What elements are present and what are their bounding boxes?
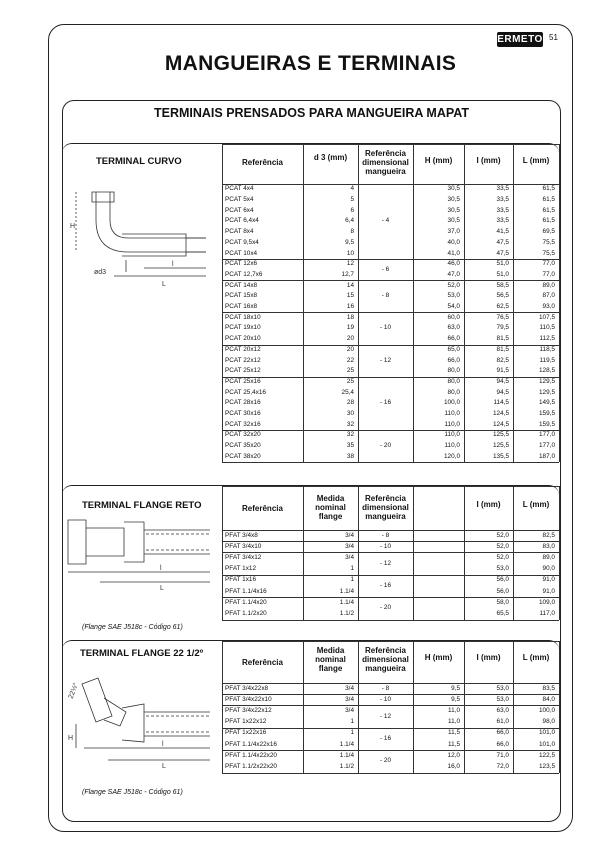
table-cell: 90,0: [542, 565, 555, 573]
table-cell: 16: [346, 303, 354, 311]
column-header-med: Medida nominal flange: [315, 494, 346, 521]
table-cell: 3/4: [345, 695, 354, 703]
table-cell: 1.1/4: [339, 751, 354, 759]
table-row-ref: PFAT 1x12: [225, 565, 257, 573]
table-cell: 94,5: [496, 377, 509, 385]
table-cell: 91,0: [542, 587, 555, 595]
column-header-I: I (mm): [476, 156, 501, 165]
table-cell: 3/4: [345, 542, 354, 550]
table-cell: 61,5: [542, 206, 555, 214]
table-border-top: [222, 486, 559, 487]
group-hose-ref: - 20: [379, 442, 391, 450]
table-cell: 187,0: [539, 452, 555, 460]
group-hose-ref: - 16: [379, 399, 391, 407]
table-cell: 3/4: [345, 531, 354, 539]
label-L: L: [162, 281, 166, 288]
column-header-dim: Referência dimensional mangueira: [362, 646, 409, 673]
table-cell: 28: [346, 399, 354, 407]
table-cell: 63,0: [447, 324, 460, 332]
table-row-ref: PFAT 3/4x22x12: [225, 707, 272, 714]
table-cell: 12,7: [341, 270, 354, 278]
table-cell: 32: [346, 420, 354, 428]
table-row-ref: PFAT 1.1/4x20: [225, 598, 267, 606]
table-cell: 177,0: [539, 431, 555, 439]
table-row-ref: PCAT 8x4: [225, 228, 254, 236]
table-row-ref: PCAT 6x4: [225, 206, 254, 214]
table-cell: 33,5: [496, 185, 509, 193]
table-cell: 25,4: [341, 388, 354, 396]
table-cell: 79,5: [496, 324, 509, 332]
table-column-rule: [559, 144, 560, 462]
section-title-flange-reto: TERMINAL FLANGE RETO: [82, 500, 202, 511]
table-cell: 37,0: [447, 228, 460, 236]
table-row-ref: PCAT 32x16: [225, 420, 261, 428]
table-row-ref: PCAT 25,4x16: [225, 388, 266, 396]
table-cell: 101,0: [539, 729, 555, 737]
table-row-ref: PCAT 18x10: [225, 313, 261, 321]
flange-reto-drawing: [64, 512, 220, 592]
column-header-ref: Referência: [242, 658, 283, 667]
label-l-22: l: [162, 741, 164, 748]
table-cell: 52,0: [496, 554, 509, 561]
table-cell: 10: [346, 249, 354, 257]
table-column-rule: [222, 144, 223, 462]
table-cell: 81,5: [496, 335, 509, 343]
table-cell: 71,0: [496, 751, 509, 759]
table-cell: 61,5: [542, 196, 555, 204]
table-cell: 53,0: [496, 695, 509, 703]
table-cell: 100,0: [444, 399, 460, 407]
table-cell: 69,5: [542, 228, 555, 236]
table-cell: 100,0: [539, 707, 555, 714]
column-header-L: L (mm): [522, 156, 550, 165]
table-cell: 110,0: [444, 431, 460, 439]
group-hose-ref: - 12: [379, 712, 391, 720]
table-row-ref: PCAT 14x8: [225, 281, 258, 289]
table-row-ref: PCAT 32x20: [225, 431, 261, 439]
table-row-ref: PFAT 3/4x8: [225, 531, 258, 539]
table-row-ref: PCAT 22x12: [225, 356, 261, 364]
table-row-ref: PCAT 19x10: [225, 324, 261, 332]
table-row-ref: PCAT 30x16: [225, 410, 261, 418]
section-title-curvo: TERMINAL CURVO: [96, 156, 182, 167]
table-cell: 5: [350, 196, 354, 204]
table-cell: 54,0: [447, 303, 460, 311]
table-cell: 41,0: [447, 249, 460, 257]
table-cell: 119,5: [539, 356, 555, 364]
table-cell: 159,5: [539, 420, 555, 428]
table-cell: 56,5: [496, 292, 509, 300]
column-header-H: H (mm): [424, 653, 453, 662]
table-cell: 80,0: [447, 377, 460, 385]
table-cell: 30,5: [447, 196, 460, 204]
label-L-22: L: [162, 763, 166, 770]
table-cell: 56,0: [496, 576, 509, 584]
table-cell: 62,5: [496, 303, 509, 311]
table-column-rule: [358, 144, 359, 462]
table-cell: 1.1/4: [339, 587, 354, 595]
table-cell: 9,5: [451, 684, 460, 692]
table-cell: 66,0: [496, 740, 509, 748]
table-cell: 9,5: [345, 238, 354, 246]
table-cell: 84,0: [542, 695, 555, 703]
table-cell: 30,5: [447, 206, 460, 214]
table-row-ref: PFAT 1.1/2x22x20: [225, 763, 277, 770]
flange-22-drawing: [64, 664, 220, 774]
table-row-ref: PFAT 3/4x22x8: [225, 684, 269, 692]
table-cell: 135,5: [493, 452, 509, 460]
table-row-ref: PFAT 3/4x10: [225, 542, 262, 550]
label-L-flange: L: [160, 585, 164, 592]
table-cell: 93,0: [542, 303, 555, 311]
group-hose-ref: - 6: [381, 265, 390, 273]
table-cell: 1: [350, 565, 354, 573]
table-cell: 11,5: [448, 729, 460, 737]
table-row-ref: PFAT 3/4x12: [225, 554, 262, 561]
table-cell: 58,0: [496, 598, 509, 606]
table-cell: 61,0: [496, 718, 509, 726]
table-cell: 91,0: [542, 576, 555, 584]
column-header-I: I (mm): [476, 653, 501, 662]
table-cell: 58,5: [496, 281, 509, 289]
table-cell: 124,5: [493, 420, 509, 428]
table-cell: 77,0: [542, 260, 555, 268]
table-cell: 1: [350, 729, 354, 737]
table-cell: 112,5: [539, 335, 555, 343]
table-cell: 56,0: [496, 587, 509, 595]
note-flange-reto: (Flange SAE J518c - Código 61): [82, 624, 183, 631]
table-row-ref: PFAT 1x22x16: [225, 729, 267, 737]
column-header-dim: Referência dimensional mangueira: [362, 494, 409, 521]
table-row-ref: PFAT 3/4x22x10: [225, 695, 272, 703]
table-border-bottom: [222, 462, 559, 463]
table-cell: 40,0: [447, 238, 460, 246]
table-cell: 30,5: [447, 185, 460, 193]
table-cell: 25: [346, 377, 354, 385]
table-row-ref: PCAT 28x16: [225, 399, 261, 407]
table-cell: 107,5: [539, 313, 555, 321]
table-row-ref: PFAT 1x16: [225, 576, 257, 584]
section-title-flange-22: TERMINAL FLANGE 22 1/2º: [80, 648, 204, 659]
table-row-ref: PFAT 1.1/4x22x20: [225, 751, 277, 759]
table-row-ref: PCAT 10x4: [225, 249, 258, 257]
table-cell: 177,0: [539, 442, 555, 450]
table-cell: 11,0: [448, 718, 460, 726]
table-cell: 125,5: [493, 431, 509, 439]
column-header-L: L (mm): [522, 500, 550, 509]
table-cell: 122,5: [539, 751, 555, 759]
table-row-ref: PFAT 1.1/2x20: [225, 610, 267, 617]
column-header-med: Medida nominal flange: [315, 646, 346, 673]
table-cell: 9,5: [451, 695, 460, 703]
table-column-rule: [559, 486, 560, 620]
table-row-ref: PCAT 6,4x4: [225, 217, 259, 225]
table-border-bottom: [222, 773, 559, 774]
table-cell: 3/4: [345, 684, 354, 692]
table-cell: 82,5: [496, 356, 509, 364]
table-cell: 52,0: [496, 542, 509, 550]
page-subtitle: TERMINAIS PRENSADOS PARA MANGUEIRA MAPAT: [153, 106, 470, 120]
table-cell: 118,5: [539, 345, 555, 353]
column-header-I: I (mm): [476, 500, 501, 509]
table-cell: 38: [346, 452, 354, 460]
table-cell: 110,5: [539, 324, 555, 332]
table-row-ref: PCAT 9,5x4: [225, 238, 259, 246]
table-cell: 120,0: [444, 452, 460, 460]
group-hose-ref: - 16: [379, 582, 391, 589]
group-hose-ref: - 16: [379, 735, 391, 742]
page-title: MANGUEIRAS E TERMINAIS: [164, 52, 457, 75]
table-row-ref: PFAT 1.1/4x22x16: [225, 740, 277, 748]
table-border-top: [222, 144, 559, 145]
table-cell: 30,5: [447, 217, 460, 225]
table-cell: 66,0: [447, 356, 460, 364]
table-cell: 47,5: [496, 249, 509, 257]
column-header-L: L (mm): [522, 653, 550, 662]
table-cell: 89,0: [542, 281, 555, 289]
table-row-ref: PCAT 25x12: [225, 367, 261, 375]
table-row-ref: PFAT 1x22x12: [225, 718, 267, 726]
table-row-ref: PCAT 4x4: [225, 185, 254, 193]
table-cell: 66,0: [496, 729, 509, 737]
page-number: 51: [549, 33, 558, 42]
table-cell: 20: [346, 345, 354, 353]
label-angle: 22½°: [67, 681, 80, 700]
table-row-ref: PCAT 38x20: [225, 452, 261, 460]
table-cell: 3/4: [345, 707, 354, 714]
table-cell: 3/4: [345, 554, 354, 561]
table-cell: 129,5: [539, 388, 555, 396]
table-cell: 60,0: [447, 313, 460, 321]
note-flange-22: (Flange SAE J518c - Código 61): [82, 789, 183, 796]
table-cell: 109,0: [539, 598, 555, 606]
table-row-ref: PCAT 12,7x6: [225, 270, 263, 278]
group-hose-ref: - 12: [379, 559, 391, 567]
table-cell: 6: [350, 206, 354, 214]
table-cell: 1.1/4: [339, 740, 354, 748]
group-hose-ref: - 4: [381, 217, 390, 225]
table-cell: 149,5: [539, 399, 555, 407]
column-header-d3: d 3 (mm): [313, 153, 348, 162]
table-cell: 87,0: [542, 292, 555, 300]
group-hose-ref: - 10: [379, 324, 391, 332]
table-cell: 19: [346, 324, 354, 332]
table-cell: 1.1/2: [339, 763, 354, 770]
table-cell: 25: [346, 367, 354, 375]
table-cell: 53,0: [447, 292, 460, 300]
table-cell: 89,0: [542, 554, 555, 561]
table-cell: 33,5: [496, 217, 509, 225]
column-header-H: H (mm): [424, 156, 453, 165]
table-cell: 47,5: [496, 238, 509, 246]
table-cell: 32: [346, 431, 354, 439]
table-row-ref: PCAT 5x4: [225, 196, 254, 204]
table-cell: 22: [346, 356, 354, 364]
table-cell: 1: [350, 576, 354, 584]
table-cell: 65,0: [447, 345, 460, 353]
table-cell: 41,5: [496, 228, 509, 236]
table-cell: 51,0: [496, 270, 509, 278]
table-border-bottom: [222, 620, 559, 621]
column-header-ref: Referência: [242, 158, 283, 167]
table-cell: 114,5: [493, 399, 509, 407]
table-cell: 80,0: [447, 388, 460, 396]
table-cell: 12: [346, 260, 354, 268]
table-cell: 123,5: [539, 763, 555, 770]
table-cell: 51,0: [496, 260, 509, 268]
table-cell: 129,5: [539, 377, 555, 385]
table-cell: 53,0: [496, 684, 509, 692]
table-column-rule: [559, 641, 560, 773]
table-cell: 14: [346, 281, 354, 289]
table-cell: 110,0: [444, 420, 460, 428]
table-cell: 20: [346, 335, 354, 343]
label-d3: ød3: [94, 269, 107, 276]
table-cell: 8: [350, 228, 354, 236]
table-cell: 83,0: [542, 542, 555, 550]
table-cell: 30: [346, 410, 354, 418]
group-hose-ref: - 8: [381, 684, 390, 692]
table-cell: 15: [346, 292, 354, 300]
table-row-ref: PCAT 16x8: [225, 303, 258, 311]
group-hose-ref: - 8: [381, 531, 390, 539]
table-row-ref: PFAT 1.1/4x16: [225, 587, 267, 595]
table-row-ref: PCAT 35x20: [225, 442, 261, 450]
table-cell: 110,0: [444, 410, 460, 418]
table-cell: 125,5: [493, 442, 509, 450]
terminal-curvo-drawing: [66, 180, 218, 290]
table-row-ref: PCAT 20x10: [225, 335, 261, 343]
table-cell: 18: [346, 313, 354, 321]
label-l: l: [172, 261, 174, 268]
table-cell: 81,5: [496, 345, 509, 353]
table-cell: 76,5: [496, 313, 509, 321]
table-cell: 52,0: [447, 281, 460, 289]
table-cell: 16,0: [447, 763, 460, 770]
table-cell: 47,0: [447, 270, 460, 278]
table-cell: 11,5: [448, 740, 460, 748]
table-border-top: [222, 641, 559, 642]
table-cell: 61,5: [542, 217, 555, 225]
group-hose-ref: - 20: [379, 604, 391, 612]
column-header-ref: Referência: [242, 504, 283, 513]
column-header-dim: Referência dimensional mangueira: [362, 149, 409, 176]
label-H-22: H: [68, 735, 74, 742]
table-cell: 128,5: [539, 367, 555, 375]
group-hose-ref: - 10: [379, 695, 391, 703]
table-row-ref: PCAT 15x8: [225, 292, 258, 300]
table-cell: 53,0: [496, 565, 509, 573]
table-cell: 1: [350, 718, 354, 726]
table-cell: 12,0: [447, 751, 460, 759]
table-cell: 83,5: [542, 684, 555, 692]
table-cell: 6,4: [345, 217, 354, 225]
table-cell: 4: [350, 185, 354, 193]
table-cell: 72,0: [496, 763, 509, 770]
table-cell: 46,0: [447, 260, 460, 268]
table-row-ref: PCAT 20x12: [225, 345, 261, 353]
table-cell: 101,0: [539, 740, 555, 748]
label-h: H: [70, 223, 76, 230]
group-hose-ref: - 8: [381, 292, 390, 300]
table-cell: 33,5: [496, 206, 509, 214]
group-hose-ref: - 20: [379, 757, 391, 765]
table-cell: 110,0: [444, 442, 460, 450]
table-cell: 63,0: [496, 707, 509, 714]
label-l-flange: l: [160, 565, 162, 572]
table-cell: 35: [346, 442, 354, 450]
group-hose-ref: - 10: [379, 542, 391, 550]
table-cell: 66,0: [447, 335, 460, 343]
table-cell: 75,5: [542, 249, 555, 257]
table-row-ref: PCAT 12x6: [225, 260, 258, 268]
table-cell: 1.1/4: [339, 598, 354, 606]
table-cell: 33,5: [496, 196, 509, 204]
table-cell: 94,5: [496, 388, 509, 396]
table-row-ref: PCAT 25x16: [225, 377, 261, 385]
table-cell: 124,5: [493, 410, 509, 418]
brand-logo: ERMETO: [497, 34, 543, 45]
table-cell: 75,5: [542, 238, 555, 246]
table-cell: 82,5: [542, 531, 555, 539]
table-cell: 117,0: [539, 610, 555, 617]
table-cell: 80,0: [447, 367, 460, 375]
table-cell: 11,0: [448, 707, 460, 714]
table-cell: 91,5: [496, 367, 509, 375]
table-cell: 65,5: [496, 610, 509, 617]
table-cell: 1.1/2: [339, 610, 354, 617]
table-cell: 77,0: [542, 270, 555, 278]
table-cell: 52,0: [496, 531, 509, 539]
table-cell: 98,0: [542, 718, 555, 726]
group-hose-ref: - 12: [379, 356, 391, 364]
table-cell: 159,5: [539, 410, 555, 418]
table-cell: 61,5: [542, 185, 555, 193]
